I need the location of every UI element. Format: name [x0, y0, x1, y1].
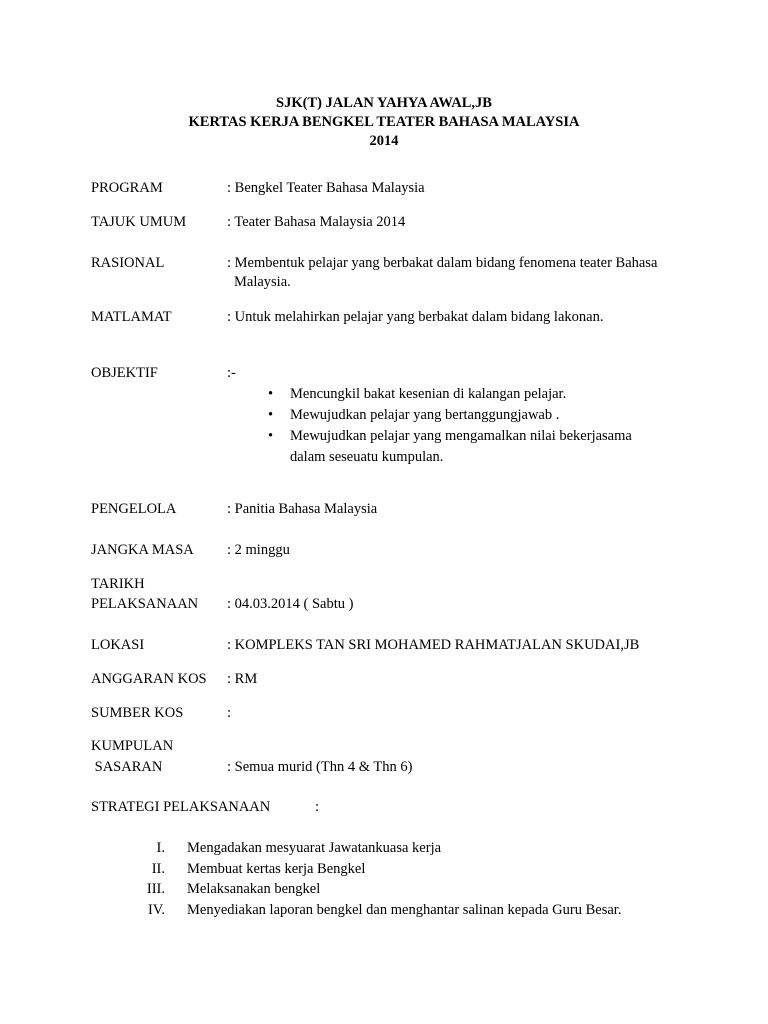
- list-item: [268, 405, 688, 426]
- list-item-text: Menyediakan laporan bengkel dan menghantar salinan kepada Guru Besar.: [187, 901, 622, 918]
- kumpulan-label: KUMPULAN: [91, 738, 174, 754]
- tajuk-umum-value: : Teater Bahasa Malaysia 2014: [227, 214, 406, 230]
- jangka-masa-label: JANGKA MASA: [91, 542, 194, 558]
- objektif-label: OBJEKTIF: [91, 365, 158, 381]
- list-item-text: Mewujudkan pelajar yang mengamalkan nilai bekerjasama: [290, 428, 632, 444]
- tarikh-value: : 04.03.2014 ( Sabtu ): [227, 596, 354, 612]
- list-item-number: II.: [151, 860, 165, 877]
- jangka-masa-value: : 2 minggu: [227, 542, 290, 558]
- rasional-label: RASIONAL: [91, 255, 165, 271]
- list-item-text: Mengadakan mesyuarat Jawatankuasa kerja: [187, 840, 442, 856]
- list-item: [268, 384, 688, 405]
- matlamat-value: : Untuk melahirkan pelajar yang berbakat dalam bidang lakonan.: [227, 309, 604, 325]
- bullet-icon: •: [268, 428, 274, 444]
- tarikh-label-continued: PELAKSANAAN: [91, 596, 199, 612]
- list-item-text: Mencungkil bakat kesenian di kalangan pelajar.: [290, 386, 567, 402]
- paper-title: KERTAS KERJA BENGKEL TEATER BAHASA MALAYSIA: [188, 114, 580, 130]
- tarikh-label: TARIKH: [91, 576, 145, 592]
- program-label: PROGRAM: [91, 180, 163, 196]
- list-item-text: Melaksanakan bengkel: [187, 881, 321, 897]
- list-item: [120, 900, 621, 921]
- bullet-icon: •: [268, 407, 274, 423]
- sumber-kos-value: :: [227, 705, 232, 721]
- list-item: [120, 859, 621, 880]
- pengelola-value: : Panitia Bahasa Malaysia: [227, 501, 378, 517]
- strategi-value: :: [315, 799, 320, 815]
- list-item-number: III.: [146, 881, 165, 897]
- list-item-text: Membuat kertas kerja Bengkel: [187, 860, 366, 877]
- list-item: [120, 879, 621, 900]
- anggaran-kos-label: ANGGARAN KOS: [91, 671, 207, 687]
- rasional-value-continued: Malaysia.: [234, 274, 291, 290]
- strategi-list: [120, 838, 621, 920]
- school-name: SJK(T) JALAN YAHYA AWAL,JB: [276, 95, 492, 111]
- lokasi-value: : KOMPLEKS TAN SRI MOHAMED RAHMATJALAN SKUDAI,JB: [227, 637, 640, 653]
- objektif-list: [268, 384, 688, 468]
- matlamat-label: MATLAMAT: [91, 309, 172, 325]
- strategi-label: STRATEGI PELAKSANAAN: [91, 799, 271, 815]
- pengelola-label: PENGELOLA: [91, 501, 177, 517]
- sumber-kos-label: SUMBER KOS: [91, 705, 184, 721]
- list-item-text: Mewujudkan pelajar yang bertanggungjawab .: [290, 407, 560, 423]
- list-item-number: IV.: [147, 901, 165, 918]
- kumpulan-sasaran-value: : Semua murid (Thn 4 & Thn 6): [227, 759, 413, 775]
- rasional-value: : Membentuk pelajar yang berbakat dalam bidang fenomena teater Bahasa: [227, 255, 658, 271]
- list-item-number: I.: [156, 840, 165, 856]
- anggaran-kos-value: : RM: [227, 671, 258, 687]
- bullet-icon: •: [268, 386, 274, 402]
- program-value: : Bengkel Teater Bahasa Malaysia: [227, 180, 425, 196]
- objektif-value: :-: [227, 365, 236, 381]
- document-title: [0, 94, 768, 151]
- list-item: [268, 426, 688, 468]
- list-item: [120, 838, 621, 859]
- tajuk-umum-label: TAJUK UMUM: [91, 214, 187, 230]
- lokasi-label: LOKASI: [91, 637, 145, 653]
- list-item-text-continued: dalam seseuatu kumpulan.: [290, 449, 444, 465]
- kumpulan-label-continued: SASARAN: [91, 759, 163, 775]
- paper-year: 2014: [369, 133, 399, 149]
